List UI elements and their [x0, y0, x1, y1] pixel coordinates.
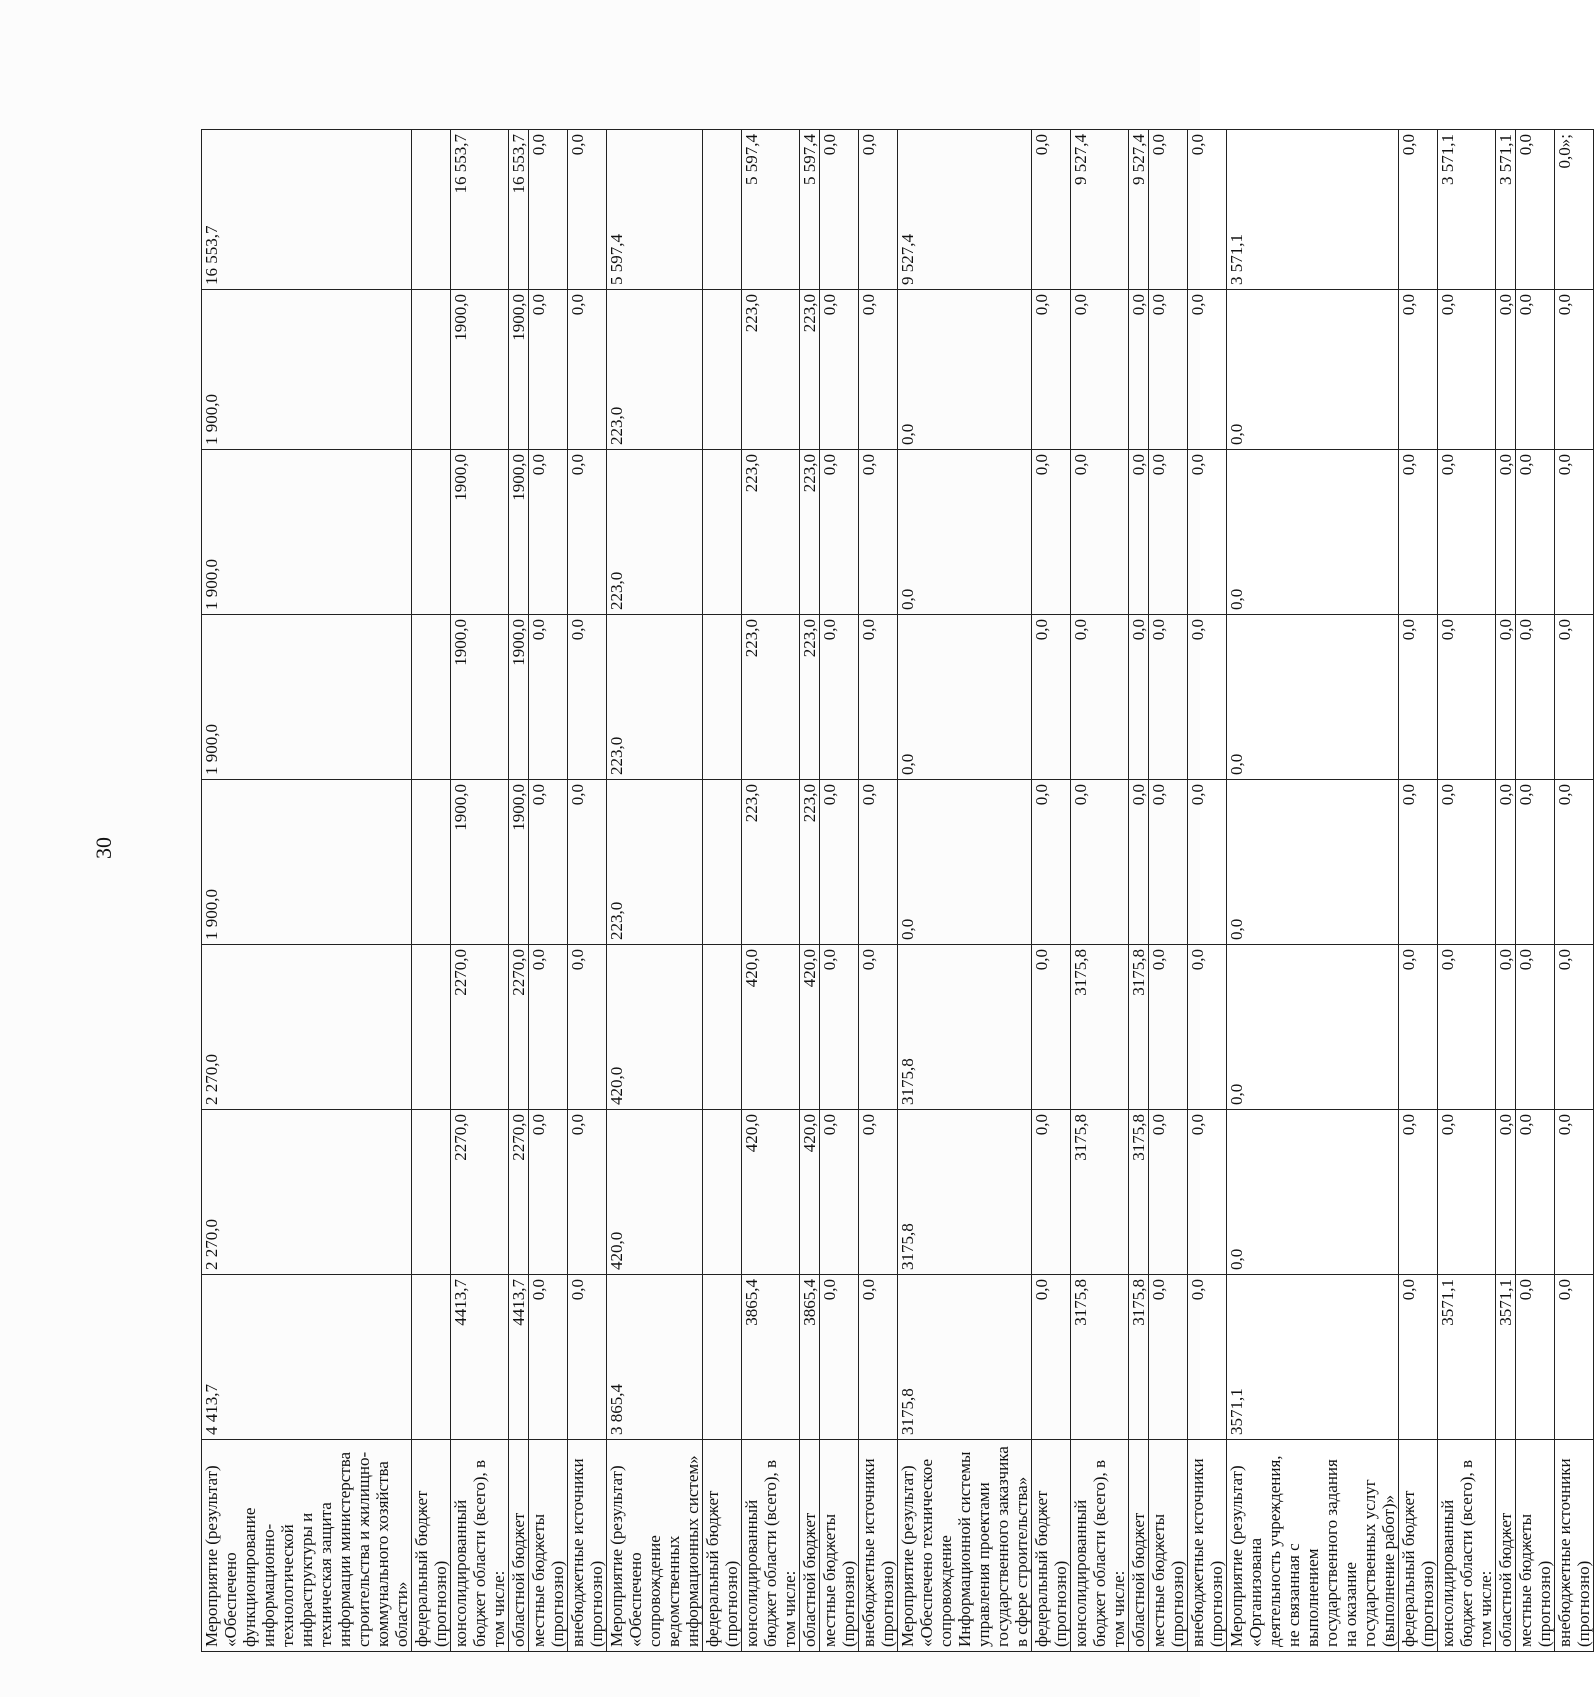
value-cell: 0,0: [1149, 1275, 1188, 1440]
row-label: областной бюджет: [1496, 1440, 1516, 1652]
value-cell: 0,0: [1149, 1110, 1188, 1275]
value-cell: 0,0: [568, 780, 607, 945]
table-row: [1188, 130, 1227, 1652]
value-cell: 0,0: [1129, 615, 1149, 780]
value-cell: 0,0: [898, 450, 1032, 615]
value-cell: 420,0: [742, 945, 800, 1110]
value-cell: 16 553,7: [509, 130, 529, 290]
value-cell: 223,0: [800, 615, 820, 780]
value-cell: 9 527,4: [1129, 130, 1149, 290]
table-row: [1071, 130, 1129, 1652]
value-cell: [412, 130, 451, 290]
value-cell: [703, 130, 742, 290]
table-row: [1032, 130, 1071, 1652]
value-cell: 0,0: [1032, 130, 1071, 290]
value-cell: 0,0: [529, 945, 568, 1110]
row-label: федеральный бюджет (прогнозно): [703, 1440, 742, 1652]
table-row: [1516, 130, 1555, 1652]
value-cell: 0,0: [1032, 1275, 1071, 1440]
value-cell: 0,0: [1496, 1110, 1516, 1275]
value-cell: [412, 780, 451, 945]
value-cell: 0,0: [1438, 615, 1496, 780]
value-cell: 0,0: [1188, 780, 1227, 945]
value-cell: 0,0: [1032, 780, 1071, 945]
value-cell: 1900,0: [509, 615, 529, 780]
value-cell: 16 553,7: [451, 130, 509, 290]
value-cell: 0,0: [1516, 1275, 1555, 1440]
value-cell: 0,0: [1188, 945, 1227, 1110]
value-cell: 0,0: [1129, 290, 1149, 450]
table-row: [451, 130, 509, 1652]
value-cell: 1 900,0: [202, 615, 412, 780]
value-cell: 0,0: [1555, 615, 1594, 780]
value-cell: 3175,8: [1071, 1275, 1129, 1440]
value-cell: 0,0: [1555, 945, 1594, 1110]
value-cell: 0,0: [568, 1275, 607, 1440]
value-cell: 223,0: [800, 290, 820, 450]
table-row: [568, 130, 607, 1652]
value-cell: 223,0: [607, 450, 703, 615]
value-cell: 0,0: [859, 1110, 898, 1275]
table-row: [1129, 130, 1149, 1652]
row-label: консолидированный бюджет области (всего), в том числе:: [451, 1440, 509, 1652]
value-cell: 0,0: [820, 615, 859, 780]
value-cell: 223,0: [607, 615, 703, 780]
value-cell: 223,0: [607, 290, 703, 450]
table-row: [742, 130, 800, 1652]
value-cell: 0,0: [1149, 450, 1188, 615]
table-row: [1149, 130, 1188, 1652]
row-label: Мероприятие (результат) «Обеспечено сопровождение ведомственных информационных систем»: [607, 1440, 703, 1652]
value-cell: 0,0: [898, 780, 1032, 945]
value-cell: 0,0: [529, 450, 568, 615]
value-cell: 223,0: [742, 780, 800, 945]
value-cell: 0,0: [1071, 290, 1129, 450]
row-label: Мероприятие (результат) «Обеспечено функционирование информационно-технологической инфраструктуры и техническая защита информации министерства строительства и жилищно-коммунального хозяйства области»: [202, 1440, 412, 1652]
value-cell: 0,0: [568, 1110, 607, 1275]
value-cell: 0,0: [529, 130, 568, 290]
value-cell: 223,0: [742, 290, 800, 450]
value-cell: 1900,0: [451, 450, 509, 615]
value-cell: 223,0: [607, 780, 703, 945]
row-label: областной бюджет: [800, 1440, 820, 1652]
value-cell: 0,0: [820, 945, 859, 1110]
value-cell: 0,0: [1188, 615, 1227, 780]
row-label: местные бюджеты (прогнозно): [529, 1440, 568, 1652]
value-cell: 16 553,7: [202, 130, 412, 290]
value-cell: 3175,8: [1129, 1110, 1149, 1275]
row-label: областной бюджет: [509, 1440, 529, 1652]
value-cell: 3175,8: [1071, 1110, 1129, 1275]
value-cell: 223,0: [800, 450, 820, 615]
value-cell: 4 413,7: [202, 1275, 412, 1440]
value-cell: 0,0: [820, 290, 859, 450]
value-cell: 1 900,0: [202, 290, 412, 450]
table-row: [509, 130, 529, 1652]
table-row: [898, 130, 1032, 1652]
value-cell: 0,0: [1555, 450, 1594, 615]
value-cell: 1900,0: [451, 615, 509, 780]
value-cell: 1900,0: [509, 780, 529, 945]
value-cell: 0,0: [1496, 945, 1516, 1110]
value-cell: 0,0: [1227, 780, 1399, 945]
table-row: [202, 130, 412, 1652]
value-cell: 0,0: [1129, 450, 1149, 615]
value-cell: 420,0: [800, 945, 820, 1110]
value-cell: 420,0: [607, 1110, 703, 1275]
row-label: консолидированный бюджет области (всего), в том числе:: [742, 1440, 800, 1652]
budget-table: [201, 129, 1594, 1652]
value-cell: [412, 290, 451, 450]
row-label: внебюджетные источники (прогнозно): [1555, 1440, 1594, 1652]
row-label: внебюджетные источники (прогнозно): [859, 1440, 898, 1652]
value-cell: 0,0: [529, 1110, 568, 1275]
value-cell: 0,0: [1399, 780, 1438, 945]
value-cell: 3 865,4: [607, 1275, 703, 1440]
row-label: федеральный бюджет (прогнозно): [412, 1440, 451, 1652]
value-cell: 1 900,0: [202, 450, 412, 615]
value-cell: 0,0: [568, 290, 607, 450]
value-cell: 0,0: [1188, 450, 1227, 615]
value-cell: 223,0: [742, 450, 800, 615]
value-cell: 0,0: [529, 780, 568, 945]
value-cell: 0,0: [1516, 450, 1555, 615]
value-cell: 0,0: [1032, 615, 1071, 780]
value-cell: 2270,0: [451, 1110, 509, 1275]
value-cell: 3571,1: [1496, 1275, 1516, 1440]
value-cell: 2270,0: [509, 945, 529, 1110]
value-cell: 0,0: [1149, 130, 1188, 290]
value-cell: 3 571,1: [1227, 130, 1399, 290]
value-cell: 0,0: [1516, 1110, 1555, 1275]
table-row: [412, 130, 451, 1652]
value-cell: 9 527,4: [1071, 130, 1129, 290]
value-cell: 0,0: [859, 945, 898, 1110]
table-row: [1399, 130, 1438, 1652]
table-row: [703, 130, 742, 1652]
rotated-table-wrapper: [201, 130, 1593, 1652]
value-cell: 420,0: [607, 945, 703, 1110]
row-label: федеральный бюджет (прогнозно): [1032, 1440, 1071, 1652]
value-cell: 0,0: [1399, 450, 1438, 615]
value-cell: 0,0: [529, 290, 568, 450]
row-label: внебюджетные источники (прогнозно): [568, 1440, 607, 1652]
value-cell: 0,0: [1071, 450, 1129, 615]
value-cell: [703, 450, 742, 615]
value-cell: 2270,0: [509, 1110, 529, 1275]
value-cell: 0,0: [1496, 615, 1516, 780]
value-cell: 0,0: [1496, 780, 1516, 945]
value-cell: 0,0: [1516, 945, 1555, 1110]
value-cell: 4413,7: [451, 1275, 509, 1440]
value-cell: 0,0: [1438, 780, 1496, 945]
value-cell: 0,0: [1149, 780, 1188, 945]
value-cell: 0,0: [1496, 290, 1516, 450]
value-cell: 0,0: [1227, 615, 1399, 780]
value-cell: 0,0: [1188, 1275, 1227, 1440]
value-cell: [703, 615, 742, 780]
value-cell: 3175,8: [898, 945, 1032, 1110]
value-cell: 2 270,0: [202, 1110, 412, 1275]
row-label: внебюджетные источники (прогнозно): [1188, 1440, 1227, 1652]
row-label: местные бюджеты (прогнозно): [820, 1440, 859, 1652]
table-row: [1438, 130, 1496, 1652]
value-cell: 0,0: [820, 1110, 859, 1275]
row-label: областной бюджет: [1129, 1440, 1149, 1652]
row-label: Мероприятие (результат) «Организована деятельность учреждения, не связанная с выполнением государственного задания на оказание государственных услуг (выполнение работ)»: [1227, 1440, 1399, 1652]
table-row: [820, 130, 859, 1652]
table-row: [859, 130, 898, 1652]
table-row: [1227, 130, 1399, 1652]
value-cell: 0,0: [820, 130, 859, 290]
value-cell: 0,0: [1438, 945, 1496, 1110]
budget-table-body: [202, 130, 1594, 1652]
value-cell: 5 597,4: [800, 130, 820, 290]
value-cell: 0,0: [1188, 290, 1227, 450]
value-cell: 3175,8: [1071, 945, 1129, 1110]
value-cell: 0,0: [1555, 780, 1594, 945]
value-cell: 0,0: [859, 290, 898, 450]
table-row: [1496, 130, 1516, 1652]
value-cell: 420,0: [742, 1110, 800, 1275]
value-cell: [412, 1110, 451, 1275]
value-cell: 0,0: [1399, 1275, 1438, 1440]
table-row: [607, 130, 703, 1652]
value-cell: 223,0: [800, 780, 820, 945]
value-cell: [412, 945, 451, 1110]
value-cell: 0,0: [1227, 1110, 1399, 1275]
row-label: консолидированный бюджет области (всего), в том числе:: [1071, 1440, 1129, 1652]
value-cell: 420,0: [800, 1110, 820, 1275]
value-cell: 0,0: [1399, 1110, 1438, 1275]
value-cell: [412, 615, 451, 780]
value-cell: 2 270,0: [202, 945, 412, 1110]
value-cell: 0,0: [1071, 615, 1129, 780]
value-cell: 0,0: [1516, 290, 1555, 450]
value-cell: 0,0: [529, 1275, 568, 1440]
value-cell: 0,0: [1516, 615, 1555, 780]
value-cell: 0,0: [1516, 130, 1555, 290]
value-cell: 0,0: [1129, 780, 1149, 945]
value-cell: [412, 450, 451, 615]
value-cell: 0,0: [1399, 130, 1438, 290]
value-cell: 0,0: [1227, 450, 1399, 615]
value-cell: 0,0: [1438, 290, 1496, 450]
value-cell: 3571,1: [1438, 1275, 1496, 1440]
value-cell: 4413,7: [509, 1275, 529, 1440]
value-cell: 3865,4: [742, 1275, 800, 1440]
value-cell: 0,0: [1188, 1110, 1227, 1275]
value-cell: 0,0: [1399, 290, 1438, 450]
value-cell: 0,0: [1555, 1275, 1594, 1440]
value-cell: 0,0: [568, 945, 607, 1110]
value-cell: [703, 290, 742, 450]
value-cell: 0,0: [529, 615, 568, 780]
value-cell: 0,0: [820, 450, 859, 615]
value-cell: 3571,1: [1227, 1275, 1399, 1440]
value-cell: 0,0: [1227, 290, 1399, 450]
value-cell: 0,0: [1555, 290, 1594, 450]
value-cell: 3175,8: [898, 1110, 1032, 1275]
value-cell: 0,0: [568, 130, 607, 290]
value-cell: 0,0: [1438, 1110, 1496, 1275]
value-cell: 1900,0: [451, 290, 509, 450]
value-cell: 0,0: [1188, 130, 1227, 290]
value-cell: 0,0: [1149, 290, 1188, 450]
value-cell: 0,0: [1496, 450, 1516, 615]
value-cell: 0,0: [1399, 945, 1438, 1110]
value-cell: 0,0: [568, 615, 607, 780]
row-label: консолидированный бюджет области (всего), в том числе:: [1438, 1440, 1496, 1652]
value-cell: 0,0: [859, 450, 898, 615]
row-label: местные бюджеты (прогнозно): [1149, 1440, 1188, 1652]
value-cell: 223,0: [742, 615, 800, 780]
value-cell: 5 597,4: [742, 130, 800, 290]
value-cell: 2270,0: [451, 945, 509, 1110]
value-cell: 0,0: [1071, 780, 1129, 945]
value-cell: 0,0: [1399, 615, 1438, 780]
value-cell: 3 571,1: [1496, 130, 1516, 290]
value-cell: [703, 780, 742, 945]
value-cell: 0,0: [1516, 780, 1555, 945]
value-cell: 0,0: [1149, 615, 1188, 780]
value-cell: 0,0: [1032, 450, 1071, 615]
value-cell: 0,0: [1438, 450, 1496, 615]
value-cell: 0,0»;: [1555, 130, 1594, 290]
value-cell: 1 900,0: [202, 780, 412, 945]
value-cell: [703, 1275, 742, 1440]
value-cell: 3 571,1: [1438, 130, 1496, 290]
value-cell: [703, 945, 742, 1110]
page-number: 30: [91, 837, 116, 859]
value-cell: 3865,4: [800, 1275, 820, 1440]
value-cell: [412, 1275, 451, 1440]
table-row: [1555, 130, 1594, 1652]
value-cell: 0,0: [898, 290, 1032, 450]
value-cell: 9 527,4: [898, 130, 1032, 290]
value-cell: 0,0: [859, 615, 898, 780]
value-cell: 0,0: [859, 780, 898, 945]
table-row: [800, 130, 820, 1652]
row-label: Мероприятие (результат) «Обеспечено техническое сопровождение Информационной системы управления проектами государственного заказчика в сфере строительства»: [898, 1440, 1032, 1652]
value-cell: 0,0: [1227, 945, 1399, 1110]
value-cell: 0,0: [1032, 945, 1071, 1110]
value-cell: 1900,0: [509, 450, 529, 615]
value-cell: [703, 1110, 742, 1275]
value-cell: 0,0: [1149, 945, 1188, 1110]
value-cell: 0,0: [568, 450, 607, 615]
row-label: федеральный бюджет (прогнозно): [1399, 1440, 1438, 1652]
value-cell: 5 597,4: [607, 130, 703, 290]
value-cell: 0,0: [1032, 290, 1071, 450]
table-row: [529, 130, 568, 1652]
value-cell: 3175,8: [1129, 1275, 1149, 1440]
value-cell: 0,0: [859, 130, 898, 290]
value-cell: 3175,8: [1129, 945, 1149, 1110]
value-cell: 0,0: [820, 1275, 859, 1440]
value-cell: 0,0: [820, 780, 859, 945]
value-cell: 1900,0: [451, 780, 509, 945]
value-cell: 3175,8: [898, 1275, 1032, 1440]
value-cell: 0,0: [898, 615, 1032, 780]
value-cell: 1900,0: [509, 290, 529, 450]
value-cell: 0,0: [1555, 1110, 1594, 1275]
value-cell: 0,0: [859, 1275, 898, 1440]
row-label: местные бюджеты (прогнозно): [1516, 1440, 1555, 1652]
value-cell: 0,0: [1032, 1110, 1071, 1275]
